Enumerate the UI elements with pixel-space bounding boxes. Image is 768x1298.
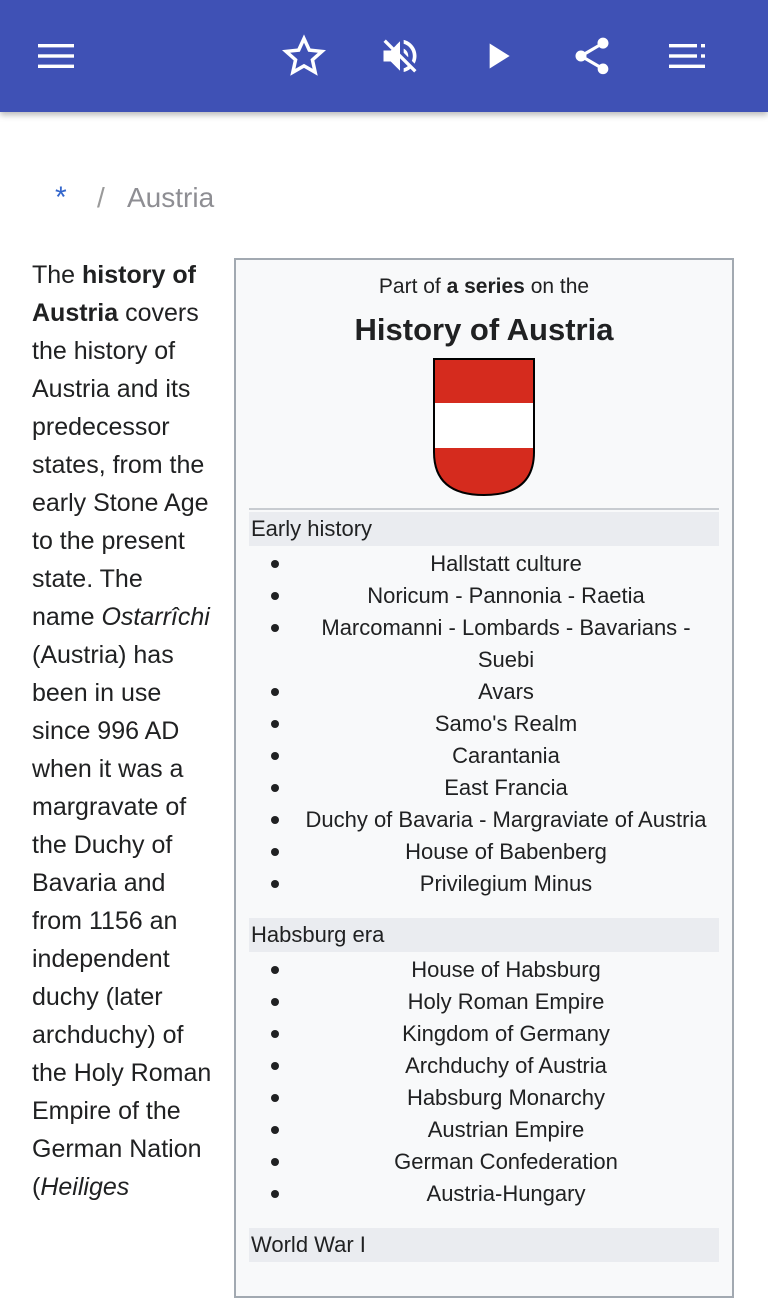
bullet-icon [271,560,279,568]
bullet-icon [271,784,279,792]
article-text: covers the history of Austria and its predecessor states, from the early Stone Age to the present state. The name [32,299,209,631]
infobox-divider [249,508,719,510]
infobox-item-link[interactable]: Kingdom of Germany [402,1021,610,1046]
share-icon [570,34,614,78]
star-outline-icon [282,34,326,78]
infobox-list-item [236,772,732,804]
infobox-item-link[interactable]: Carantania [452,743,560,768]
play-icon [478,36,518,76]
menu-button[interactable] [26,26,86,86]
menu-icon [36,36,76,76]
volume-mute-icon [378,34,422,78]
bullet-icon [271,1062,279,1070]
infobox-item-link[interactable]: Noricum - Pannonia - Raetia [367,583,645,608]
infobox-list-item [236,868,732,900]
austria-shield-icon [433,358,535,496]
infobox-item-link[interactable]: Samo's Realm [434,711,578,736]
infobox-list-item [236,986,732,1018]
mute-button[interactable] [370,26,430,86]
infobox-section-header: Early history [249,512,719,546]
infobox-item-link[interactable]: Avars [478,679,534,704]
infobox-item-link[interactable]: Holy Roman Empire [407,989,605,1014]
article-text: The [32,261,83,289]
infobox-list-item [236,676,732,708]
play-button[interactable] [468,26,528,86]
series-link[interactable]: a series [446,275,525,298]
infobox-list-item [236,954,732,986]
infobox-list-item [236,804,732,836]
bullet-icon [271,1158,279,1166]
infobox-sections [236,512,732,1262]
infobox-list-item [236,740,732,772]
infobox-item-link[interactable]: German Confederation [394,1149,618,1174]
series-infobox [234,258,734,1298]
article-italic-term: Heiliges [40,1173,130,1201]
infobox-item-link[interactable]: Duchy of Bavaria - Margraviate of Austria [305,807,707,832]
infobox-list-item [236,1114,732,1146]
bullet-icon [271,966,279,974]
bullet-icon [271,1190,279,1198]
article-text: (Austria) has been in use since 996 AD when it was a margravate of the Duchy of Bavaria and from 1156 an independent duchy (later archduchy) of the Holy Roman Empire of the German Nation ( [32,641,212,1201]
infobox-item-link[interactable]: East Francia [444,775,568,800]
bullet-icon [271,720,279,728]
breadcrumb-separator: / [97,182,105,213]
infobox-list-item [236,708,732,740]
pretitle-text: Part of [378,275,447,298]
infobox-item-link[interactable]: House of Habsburg [411,957,601,982]
infobox-list-item [236,1082,732,1114]
breadcrumb-home-link[interactable]: * [55,181,67,214]
bullet-icon [271,624,279,632]
infobox-item-link[interactable]: Archduchy of Austria [405,1053,607,1078]
infobox-list-item [236,836,732,868]
contents-button[interactable] [658,26,718,86]
list-menu-icon [667,35,709,77]
infobox-title[interactable]: History of Austria [354,312,614,347]
infobox-item-link[interactable]: Austria-Hungary [426,1181,586,1206]
infobox-item-link[interactable]: Hallstatt culture [430,551,582,576]
infobox-list-item [236,1018,732,1050]
infobox-section-header: Habsburg era [249,918,719,952]
bullet-icon [271,1094,279,1102]
infobox-list-item [236,1146,732,1178]
coat-of-arms-image [236,358,732,498]
infobox-list-item [236,612,732,676]
share-button[interactable] [562,26,622,86]
favorite-button[interactable] [274,26,334,86]
infobox-item-link[interactable]: Habsburg Monarchy [406,1085,606,1110]
infobox-item-link[interactable]: Austrian Empire [427,1117,585,1142]
pretitle-text: on the [524,275,590,298]
bullet-icon [271,1126,279,1134]
bullet-icon [271,688,279,696]
article-body [32,256,212,1206]
infobox-list-item [236,1050,732,1082]
article-italic-term: Ostarrîchi [101,603,210,631]
breadcrumb-current: Austria [127,182,215,213]
infobox-item-link[interactable]: House of Babenberg [405,839,607,864]
bullet-icon [271,752,279,760]
app-bar [0,0,768,112]
bullet-icon [271,880,279,888]
infobox-list-item [236,1178,732,1210]
bullet-icon [271,1030,279,1038]
article-bold-term: history of Austria [32,261,196,327]
infobox-link-list [236,954,732,1210]
breadcrumb [55,178,214,218]
infobox-list-item [236,548,732,580]
bullet-icon [271,998,279,1006]
infobox-section-header: World War I [249,1228,719,1262]
infobox-list-item [236,580,732,612]
bullet-icon [271,816,279,824]
infobox-link-list [236,548,732,900]
infobox-pretitle [236,272,732,302]
bullet-icon [271,848,279,856]
infobox-item-link[interactable]: Marcomanni - Lombards - Bavarians - Suebi [321,615,691,672]
bullet-icon [271,592,279,600]
infobox-item-link[interactable]: Privilegium Minus [419,871,593,896]
